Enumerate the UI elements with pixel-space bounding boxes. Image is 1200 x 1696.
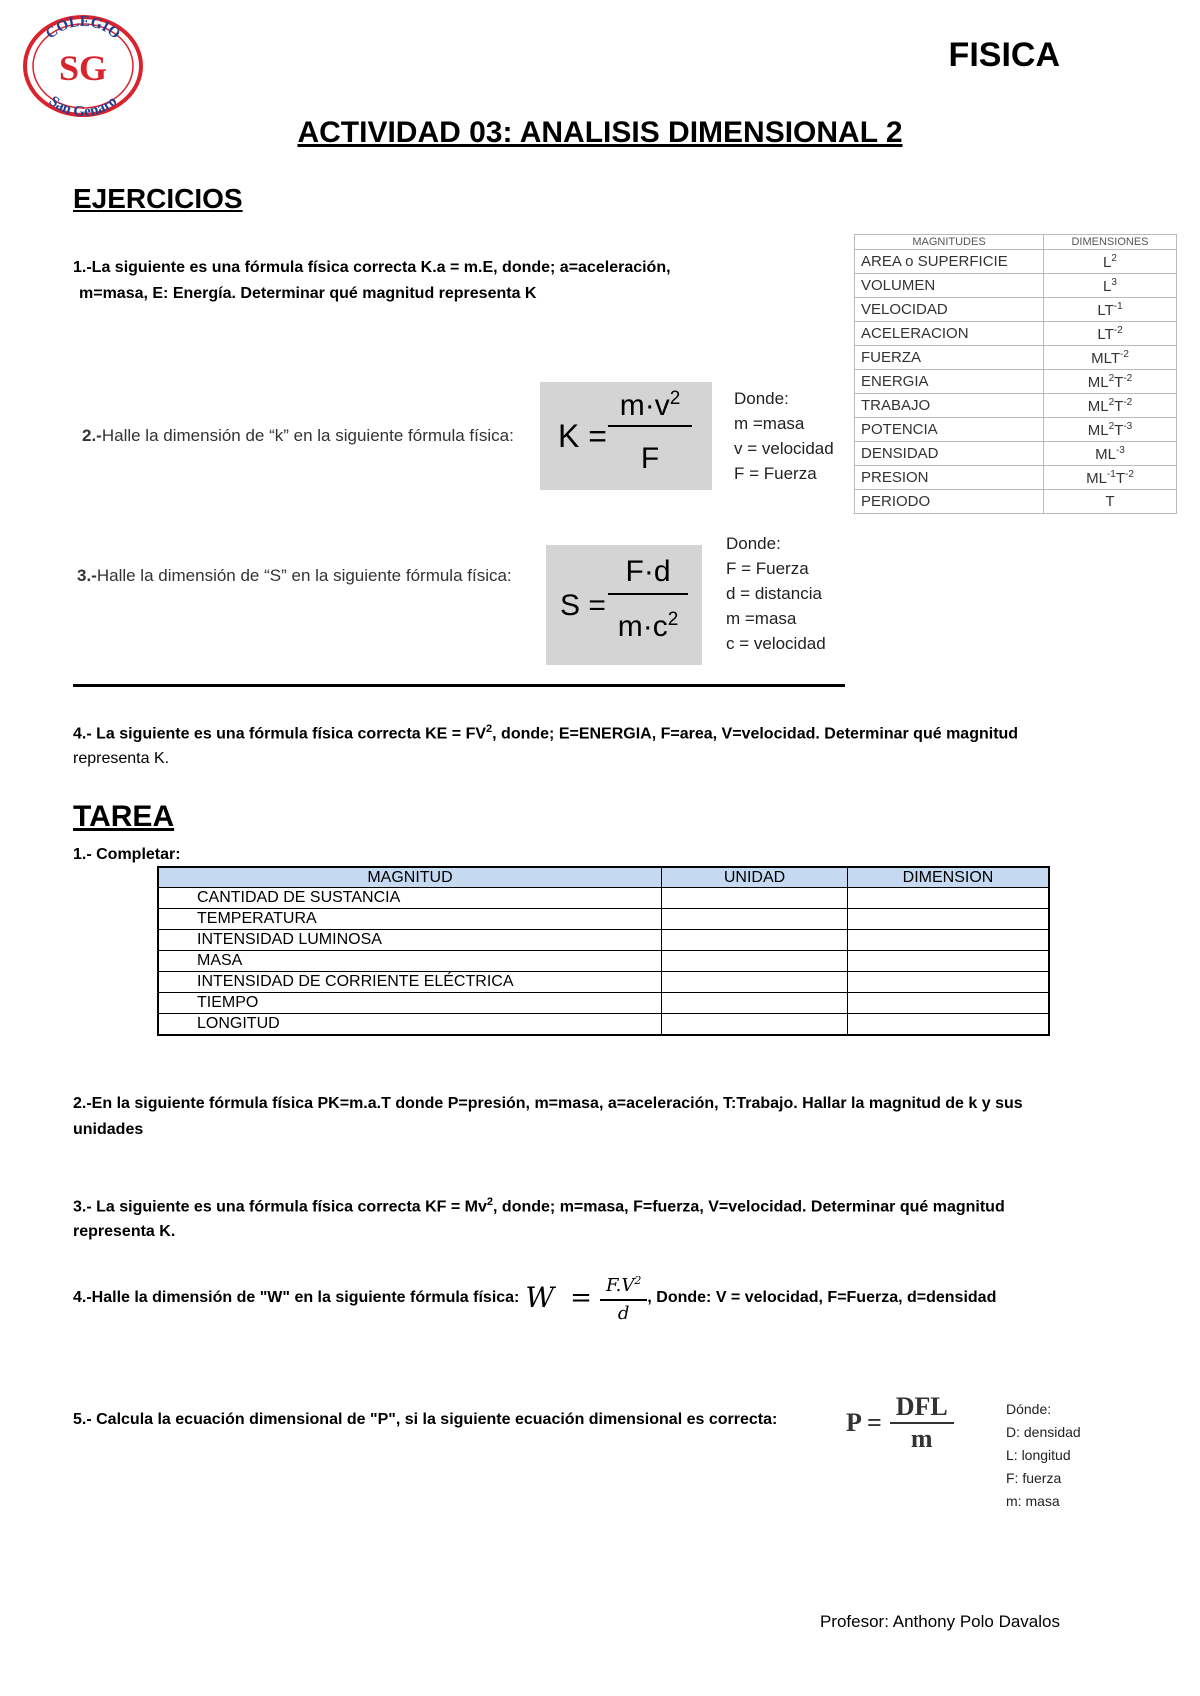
dimensions-reference-table: [854, 234, 1177, 514]
ref-magnitude: TRABAJO: [855, 394, 1044, 418]
ref-dimension: T: [1044, 490, 1177, 514]
task-3-line-2: representa K.: [73, 1223, 176, 1240]
tarea-heading: TAREA: [73, 800, 175, 833]
donde-item: m =masa: [726, 609, 797, 628]
donde-item: F: fuerza: [1006, 1470, 1062, 1486]
task-table-row: [158, 909, 1049, 930]
ref-table-row: [855, 418, 1177, 442]
exercise-3-text: Halle la dimensión de “S” en la siguiente fórmula física:: [96, 566, 512, 585]
ref-magnitude: VOLUMEN: [855, 274, 1044, 298]
section-divider: [73, 684, 845, 687]
task-dimension-cell[interactable]: [848, 888, 1050, 909]
ref-dimension: $L^2$: [1044, 250, 1177, 274]
task-magnitud: LONGITUD: [158, 1014, 662, 1036]
ref-dimension: $LT^{-2}$: [1044, 322, 1177, 346]
school-logo: [22, 14, 144, 118]
formula-s-lhs: S =: [560, 589, 606, 622]
ref-magnitude: AREA o SUPERFICIE: [855, 250, 1044, 274]
task-dimension-cell[interactable]: [848, 909, 1050, 930]
task-table-row: [158, 972, 1049, 993]
logo-monogram: SG: [58, 48, 108, 88]
donde-item: v = velocidad: [734, 439, 834, 458]
ref-magnitude: ACELERACION: [855, 322, 1044, 346]
task-unidad-cell[interactable]: [662, 888, 848, 909]
completar-table: [157, 866, 1050, 1036]
ref-table-row: [855, 394, 1177, 418]
teacher-footer: Profesor: Anthony Polo Davalos: [819, 1612, 1060, 1631]
task-3-line-1: 3.- La siguiente es una fórmula física correcta KF = $Mv^2$, donde; m=masa, F=fuerza, V=velocidad. Determinar qué magnitud: [73, 1196, 1005, 1216]
donde-item: F = Fuerza: [726, 559, 809, 578]
task-unidad-cell[interactable]: [662, 909, 848, 930]
task-magnitud: MASA: [158, 951, 662, 972]
task-table-row: [158, 888, 1049, 909]
ref-dimension: $MLT^{-2}$: [1044, 346, 1177, 370]
formula-s-box: [546, 545, 702, 665]
task-2-line-1: 2.-En la siguiente fórmula física PK=m.a.T donde P=presión, m=masa, a=aceleración, T:Trabajo. Hallar la magnitud de k y sus: [73, 1095, 1023, 1112]
formula-k-box: [540, 382, 712, 490]
ref-magnitude: PERIODO: [855, 490, 1044, 514]
donde-item: m =masa: [734, 414, 805, 433]
task-unidad-cell[interactable]: [662, 951, 848, 972]
page-title: ACTIVIDAD 03: ANALISIS DIMENSIONAL 2: [297, 116, 903, 149]
ref-dimension: $ML^2T^{-3}$: [1044, 418, 1177, 442]
ejercicios-heading: EJERCICIOS: [73, 183, 243, 214]
exercise-3-number: 3.-: [77, 566, 97, 585]
subject-label: FISICA: [948, 36, 1060, 74]
ref-table-row: [855, 322, 1177, 346]
exercise-2-donde: Donde: m =masa v = velocidad F = Fuerza: [734, 386, 834, 486]
task-table-row: [158, 1014, 1049, 1036]
exercise-1-line-2: m=masa, E: Energía. Determinar qué magnitud representa K: [79, 285, 537, 302]
task-5-formula: P = $\frac{\text{DFL}}{m}$: [846, 1392, 954, 1454]
task-table-row: [158, 993, 1049, 1014]
task-dimension-cell[interactable]: [848, 951, 1050, 972]
ref-table-row: [855, 466, 1177, 490]
logo-text-top: COLEGIO: [42, 14, 123, 43]
ref-table-row: [855, 370, 1177, 394]
task-dimension-cell[interactable]: [848, 972, 1050, 993]
ref-magnitude: PRESION: [855, 466, 1044, 490]
formula-k-lhs: K =: [558, 418, 607, 454]
task-5: 5.- Calcula la ecuación dimensional de "P", si la siguiente ecuación dimensional es correcta:: [73, 1411, 778, 1428]
ref-magnitude: FUERZA: [855, 346, 1044, 370]
task-unidad-cell[interactable]: [662, 993, 848, 1014]
task-unidad-cell[interactable]: [662, 930, 848, 951]
ref-table-row: [855, 250, 1177, 274]
task-4-fraction: $\frac{F.V^2}{d}$: [600, 1268, 647, 1327]
logo-text-bottom: San Genaro: [45, 93, 121, 118]
ref-header-dimensiones: DIMENSIONES: [1044, 235, 1177, 250]
ref-table-row: [855, 298, 1177, 322]
ref-header-magnitudes: MAGNITUDES: [855, 235, 1044, 250]
ref-table-row: [855, 490, 1177, 514]
ref-magnitude: ENERGIA: [855, 370, 1044, 394]
task-header-magnitud: MAGNITUD: [158, 867, 662, 888]
task-header-dimension: DIMENSION: [848, 867, 1050, 888]
ref-table-row: [855, 442, 1177, 466]
formula-k-denominator: F: [640, 442, 660, 475]
task-magnitud: CANTIDAD DE SUSTANCIA: [158, 888, 662, 909]
ref-dimension: $ML^{-1}T^{-2}$: [1044, 466, 1177, 490]
ref-magnitude: VELOCIDAD: [855, 298, 1044, 322]
task-4: 4.-Halle la dimensión de "W" en la siguiente fórmula física: W = $\frac{F.V^2}{d}$ , Donde: V = velocidad, F=Fuerza, d=densidad: [73, 1268, 996, 1327]
task-5-donde: Dónde: D: densidad L: longitud F: fuerza m: masa: [1006, 1398, 1081, 1513]
task-magnitud: TEMPERATURA: [158, 909, 662, 930]
exercise-2-text: Halle la dimensión de “k” en la siguiente fórmula física:: [101, 426, 514, 445]
task-table-row: [158, 930, 1049, 951]
exercise-4-line-1: 4.- La siguiente es una fórmula física correcta KE = $FV^2$, donde; E=ENERGIA, F=area, V=velocidad. Determinar qué magnitud: [73, 723, 1019, 743]
donde-item: F = Fuerza: [734, 464, 817, 483]
task-unidad-cell[interactable]: [662, 972, 848, 993]
ref-dimension: $L^3$: [1044, 274, 1177, 298]
task-2-line-2: unidades: [73, 1121, 144, 1138]
donde-item: m: masa: [1006, 1493, 1060, 1509]
formula-k-numerator: $m\cdot v^2$: [608, 388, 692, 427]
exercise-4-line-2: representa K.: [73, 750, 170, 767]
ref-dimension: $ML^2T^{-2}$: [1044, 370, 1177, 394]
exercise-3-donde: Donde: F = Fuerza d = distancia m =masa c = velocidad: [726, 531, 826, 656]
exercise-2-number: 2.-: [82, 426, 102, 445]
task-4-lhs: W: [525, 1280, 555, 1314]
ref-table-row: [855, 274, 1177, 298]
task-dimension-cell[interactable]: [848, 1014, 1050, 1036]
task-magnitud: TIEMPO: [158, 993, 662, 1014]
exercise-3: [77, 566, 512, 586]
ref-dimension: $ML^2T^{-2}$: [1044, 394, 1177, 418]
exercise-1-line-1: 1.-La siguiente es una fórmula física correcta K.a = m.E, donde; a=aceleración,: [73, 259, 671, 276]
ref-dimension: $LT^{-1}$: [1044, 298, 1177, 322]
task-unidad-cell[interactable]: [662, 1014, 848, 1036]
task-magnitud: INTENSIDAD DE CORRIENTE ELÉCTRICA: [158, 972, 662, 993]
ref-magnitude: POTENCIA: [855, 418, 1044, 442]
formula-s-numerator: F·d: [608, 555, 688, 595]
donde-item: L: longitud: [1006, 1447, 1071, 1463]
task-table-row: [158, 951, 1049, 972]
ref-table-row: [855, 346, 1177, 370]
donde-item: D: densidad: [1006, 1424, 1081, 1440]
task-dimension-cell[interactable]: [848, 993, 1050, 1014]
donde-item: d = distancia: [726, 584, 822, 603]
task-dimension-cell[interactable]: [848, 930, 1050, 951]
ref-dimension: $ML^{-3}$: [1044, 442, 1177, 466]
task-header-unidad: UNIDAD: [662, 867, 848, 888]
task-magnitud: INTENSIDAD LUMINOSA: [158, 930, 662, 951]
task-1-label: 1.- Completar:: [73, 846, 181, 863]
donde-item: c = velocidad: [726, 634, 826, 653]
exercise-2: [82, 426, 514, 446]
formula-s-denominator: $m\cdot c^2$: [617, 609, 679, 643]
ref-magnitude: DENSIDAD: [855, 442, 1044, 466]
